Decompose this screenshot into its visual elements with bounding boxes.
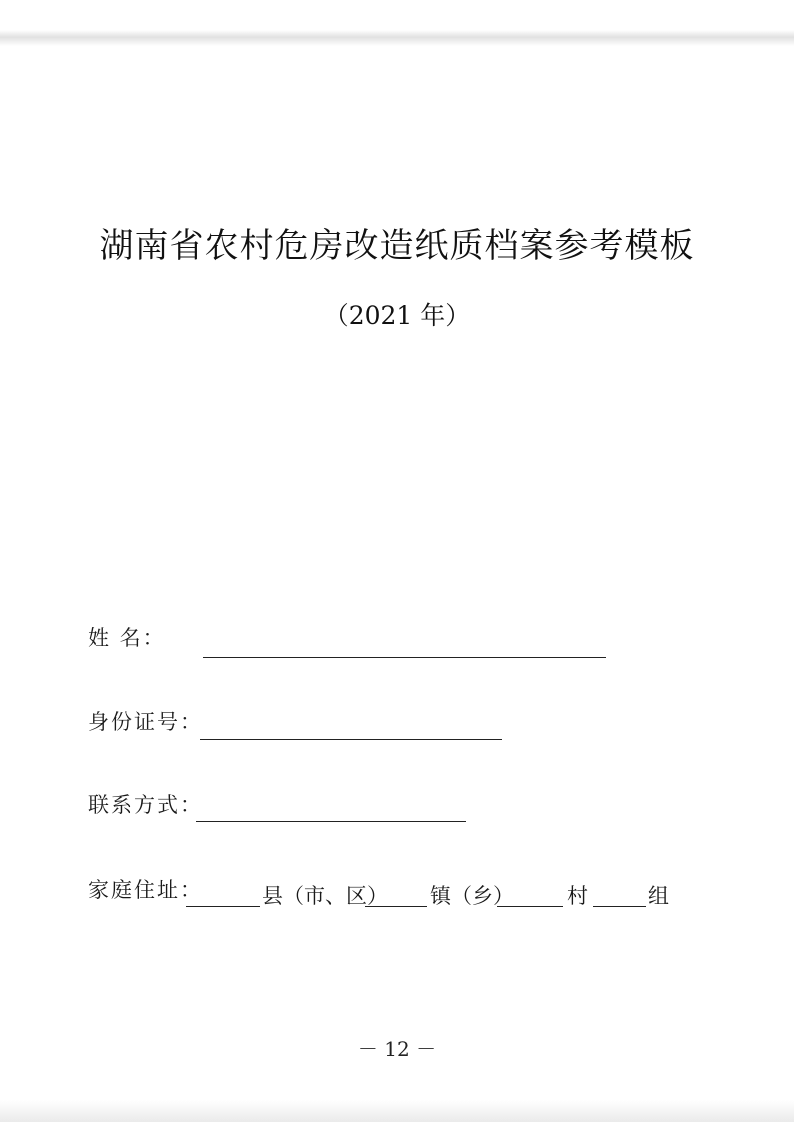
village-field-line[interactable] xyxy=(497,906,563,907)
group-suffix: 组 xyxy=(648,884,669,908)
document-year: （2021 年） xyxy=(323,301,471,330)
group-field-line[interactable] xyxy=(593,906,646,907)
contact-label: 联系方式： xyxy=(88,793,203,817)
name-field-line[interactable] xyxy=(203,657,606,658)
scan-shadow-bottom xyxy=(0,1100,794,1122)
town-suffix: 镇（乡） xyxy=(430,884,514,908)
page-number: － 12 － xyxy=(357,1037,437,1061)
id-number-field-line[interactable] xyxy=(200,739,502,740)
name-label: 姓 名： xyxy=(88,626,166,650)
village-suffix: 村 xyxy=(567,884,588,908)
contact-field-line[interactable] xyxy=(196,821,466,822)
county-suffix: 县（市、区） xyxy=(262,884,388,908)
document-title: 湖南省农村危房改造纸质档案参考模板 xyxy=(99,226,695,266)
address-label: 家庭住址： xyxy=(88,878,203,902)
scan-shadow-top xyxy=(0,30,794,46)
town-field-line[interactable] xyxy=(365,906,427,907)
id-number-label: 身份证号： xyxy=(88,710,203,734)
county-field-line[interactable] xyxy=(186,906,260,907)
